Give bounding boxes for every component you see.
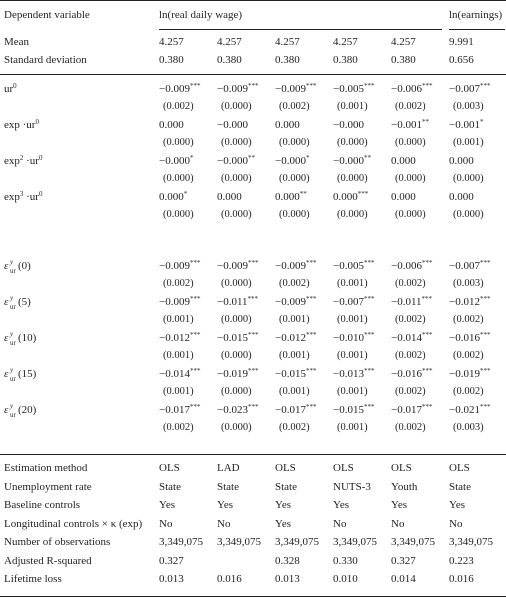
standard-error-cell: (0.002) bbox=[279, 278, 310, 289]
label-text: exp bbox=[4, 191, 20, 203]
footer-cell: Yes bbox=[449, 499, 466, 511]
footer-cell: OLS bbox=[449, 462, 470, 474]
row-label: Number of observations bbox=[4, 536, 111, 548]
elasticity-cell: −0.006*** bbox=[391, 259, 433, 272]
row-label bbox=[4, 257, 31, 275]
footer-cell: OLS bbox=[333, 462, 354, 474]
standard-error-cell: (0.002) bbox=[395, 422, 426, 433]
elasticity-row bbox=[0, 329, 506, 347]
standard-error-cell: (0.000) bbox=[395, 137, 426, 148]
elasticity-cell: −0.011*** bbox=[391, 295, 433, 308]
coefficient-cell: −0.001* bbox=[449, 118, 484, 131]
coefficient-cell: 0.000 bbox=[217, 191, 242, 203]
coefficient-cell: 0.000*** bbox=[333, 190, 369, 203]
significance-stars: *** bbox=[189, 331, 201, 339]
significance-stars: *** bbox=[247, 331, 259, 339]
footer-cell: Yes bbox=[275, 499, 292, 511]
coefficient-cell: −0.009*** bbox=[275, 82, 317, 95]
footer-cell: 3,349,075 bbox=[275, 536, 319, 548]
coefficient-cell: −0.007*** bbox=[449, 82, 491, 95]
standard-error-cell: (0.001) bbox=[337, 386, 368, 397]
value-cell: 4.257 bbox=[159, 36, 184, 48]
epsilon-base: ε bbox=[4, 260, 9, 272]
significance-stars: *** bbox=[479, 403, 491, 411]
elasticity-cell: −0.012*** bbox=[449, 295, 491, 308]
footer-cell: 3,349,075 bbox=[449, 536, 493, 548]
epsilon-superscript: y bbox=[10, 258, 14, 266]
elasticity-cell: −0.009*** bbox=[275, 259, 317, 272]
header-row bbox=[0, 6, 506, 24]
group-rule-wage bbox=[159, 29, 442, 30]
elasticity-cell: −0.009*** bbox=[217, 259, 259, 272]
coefficient-cell: 0.000* bbox=[159, 190, 188, 203]
significance-stars: * bbox=[183, 190, 188, 198]
footer-cell: 0.223 bbox=[449, 554, 474, 567]
epsilon-superscript: y bbox=[10, 330, 14, 338]
coefficient-cell: −0.000* bbox=[275, 154, 310, 167]
standard-error-cell: (0.001) bbox=[279, 314, 310, 325]
row-label bbox=[4, 188, 42, 206]
row-label bbox=[4, 329, 36, 347]
footer-cell: 0.330 bbox=[333, 554, 358, 567]
top-rule bbox=[0, 0, 506, 1]
label-superscript: 2 bbox=[19, 154, 24, 162]
standard-error-row bbox=[0, 98, 506, 116]
elasticity-cell: −0.010*** bbox=[333, 331, 375, 344]
footer-cell: State bbox=[275, 480, 297, 493]
standard-error-cell: (0.000) bbox=[163, 137, 194, 148]
footer-cell: 0.010 bbox=[333, 573, 358, 585]
standard-error-cell: (0.000) bbox=[221, 209, 252, 220]
footer-row bbox=[0, 478, 506, 496]
elasticity-cell: −0.017*** bbox=[275, 403, 317, 416]
coefficient-cell: 0.000 bbox=[391, 191, 416, 203]
standard-error-cell: (0.002) bbox=[163, 422, 194, 433]
footer-cell: No bbox=[449, 517, 463, 530]
significance-stars: ** bbox=[363, 154, 371, 162]
elasticity-argument: (0) bbox=[18, 260, 31, 272]
epsilon-superscript: y bbox=[10, 294, 14, 302]
row-label: Unemployment rate bbox=[4, 480, 92, 493]
value-cell: 0.380 bbox=[391, 54, 416, 66]
coefficient-cell: 0.000 bbox=[449, 191, 474, 203]
significance-stars: *** bbox=[363, 367, 375, 375]
significance-stars: ** bbox=[247, 154, 255, 162]
row-label: Mean bbox=[4, 36, 30, 48]
standard-error-cell: (0.000) bbox=[337, 209, 368, 220]
standard-error-cell: (0.002) bbox=[279, 101, 310, 112]
group-rule-earnings bbox=[449, 29, 505, 30]
significance-stars: *** bbox=[479, 295, 491, 303]
coefficient-row bbox=[0, 152, 506, 170]
footer-cell: OLS bbox=[391, 462, 412, 474]
epsilon-subscript: ur bbox=[10, 303, 16, 311]
footer-cell: Yes bbox=[159, 499, 176, 511]
epsilon-symbol bbox=[4, 365, 18, 383]
label-text: exp bbox=[4, 155, 20, 167]
elasticity-cell: −0.015*** bbox=[333, 403, 375, 416]
significance-stars: *** bbox=[479, 367, 491, 375]
standard-error-cell: (0.000) bbox=[221, 422, 252, 433]
footer-cell: State bbox=[449, 480, 471, 493]
label-text: ·ur bbox=[23, 191, 39, 203]
footer-row bbox=[0, 515, 506, 533]
epsilon-subscript: ur bbox=[10, 267, 16, 275]
label-text: exp ·ur bbox=[4, 119, 36, 131]
standard-error-cell: (0.001) bbox=[337, 422, 368, 433]
standard-error-cell: (0.000) bbox=[221, 278, 252, 289]
row-label bbox=[4, 152, 42, 170]
significance-stars: *** bbox=[363, 331, 375, 339]
standard-error-cell: (0.001) bbox=[163, 314, 194, 325]
footer-cell: 3,349,075 bbox=[391, 536, 435, 548]
standard-error-cell: (0.000) bbox=[221, 386, 252, 397]
footer-cell: 0.013 bbox=[159, 573, 184, 585]
standard-error-row bbox=[0, 206, 506, 224]
coefficient-cell: −0.009*** bbox=[217, 82, 259, 95]
footer-cell: 0.013 bbox=[275, 573, 300, 585]
significance-stars: *** bbox=[305, 82, 317, 90]
value-cell: 0.380 bbox=[333, 54, 358, 66]
group-header-wage: ln(real daily wage) bbox=[159, 9, 243, 21]
footer-cell: No bbox=[217, 517, 231, 530]
label-superscript: 0 bbox=[13, 82, 17, 90]
coefficient-cell: 0.000** bbox=[275, 190, 307, 203]
standard-error-cell: (0.001) bbox=[337, 101, 368, 112]
coefficient-cell: −0.009*** bbox=[159, 82, 201, 95]
epsilon-base: ε bbox=[4, 404, 9, 416]
standard-error-cell: (0.000) bbox=[453, 173, 484, 184]
standard-error-cell: (0.003) bbox=[453, 101, 484, 112]
dependent-variable-label: Dependent variable bbox=[4, 9, 90, 21]
epsilon-subscript: ur bbox=[10, 411, 16, 419]
significance-stars: *** bbox=[189, 82, 201, 90]
coefficient-cell: 0.000 bbox=[391, 155, 416, 167]
footer-cell: 0.328 bbox=[275, 554, 300, 567]
epsilon-base: ε bbox=[4, 368, 9, 380]
coefficient-row bbox=[0, 116, 506, 134]
standard-error-cell: (0.000) bbox=[279, 137, 310, 148]
elasticity-argument: (10) bbox=[18, 332, 37, 344]
significance-stars: *** bbox=[305, 259, 317, 267]
footer-row bbox=[0, 533, 506, 551]
significance-stars: * bbox=[305, 154, 310, 162]
coefficient-cell: −0.000 bbox=[217, 119, 248, 131]
standard-error-cell: (0.000) bbox=[163, 173, 194, 184]
coefficient-cell: −0.005*** bbox=[333, 82, 375, 95]
significance-stars: ** bbox=[421, 118, 429, 126]
standard-error-cell: (0.000) bbox=[221, 173, 252, 184]
standard-error-cell: (0.002) bbox=[395, 278, 426, 289]
footer-cell: LAD bbox=[217, 462, 240, 474]
significance-stars: *** bbox=[421, 331, 433, 339]
standard-error-cell: (0.001) bbox=[163, 350, 194, 361]
elasticity-cell: −0.015*** bbox=[275, 367, 317, 380]
coefficient-cell: 0.000 bbox=[159, 119, 184, 131]
standard-error-cell: (0.002) bbox=[453, 350, 484, 361]
elasticity-row bbox=[0, 365, 506, 383]
value-cell: 9.991 bbox=[449, 36, 474, 48]
value-cell: 4.257 bbox=[275, 36, 300, 48]
epsilon-base: ε bbox=[4, 332, 9, 344]
elasticity-cell: −0.017*** bbox=[159, 403, 201, 416]
elasticity-cell: −0.012*** bbox=[159, 331, 201, 344]
footer-row bbox=[0, 570, 506, 588]
label-text: ·ur bbox=[23, 155, 39, 167]
coefficient-row bbox=[0, 80, 506, 98]
footer-cell: 0.327 bbox=[391, 554, 416, 567]
elasticity-cell: −0.017*** bbox=[391, 403, 433, 416]
elasticity-cell: −0.023*** bbox=[217, 403, 259, 416]
elasticity-argument: (20) bbox=[18, 404, 37, 416]
elasticity-cell: −0.009*** bbox=[159, 259, 201, 272]
standard-error-cell: (0.000) bbox=[395, 173, 426, 184]
elasticity-cell: −0.021*** bbox=[449, 403, 491, 416]
value-cell: 4.257 bbox=[333, 36, 358, 48]
coefficient-cell: −0.001** bbox=[391, 118, 429, 131]
elasticity-cell: −0.009*** bbox=[275, 295, 317, 308]
footer-cell: OLS bbox=[159, 462, 180, 474]
epsilon-symbol bbox=[4, 293, 18, 311]
significance-stars: *** bbox=[247, 259, 259, 267]
value-cell: 0.380 bbox=[217, 54, 242, 66]
row-label: Standard deviation bbox=[4, 54, 87, 66]
summary-row bbox=[0, 33, 506, 51]
standard-error-cell: (0.000) bbox=[395, 209, 426, 220]
elasticity-cell: −0.005*** bbox=[333, 259, 375, 272]
standard-error-cell: (0.001) bbox=[337, 350, 368, 361]
row-label bbox=[4, 401, 36, 419]
footer-rule bbox=[0, 454, 506, 455]
row-label: Estimation method bbox=[4, 462, 88, 474]
standard-error-cell: (0.003) bbox=[453, 278, 484, 289]
significance-stars: * bbox=[189, 154, 194, 162]
group-header-earnings: ln(earnings) bbox=[449, 9, 503, 21]
significance-stars: *** bbox=[247, 82, 259, 90]
value-cell: 4.257 bbox=[217, 36, 242, 48]
footer-cell: Yes bbox=[333, 499, 350, 511]
standard-error-row bbox=[0, 347, 506, 365]
row-label bbox=[4, 293, 31, 311]
standard-error-row bbox=[0, 383, 506, 401]
footer-cell: 0.014 bbox=[391, 573, 416, 585]
row-label bbox=[4, 80, 17, 98]
coefficient-cell: 0.000 bbox=[275, 119, 300, 131]
footer-cell: 0.016 bbox=[217, 573, 242, 585]
significance-stars: *** bbox=[357, 190, 369, 198]
elasticity-cell: −0.014*** bbox=[159, 367, 201, 380]
footer-cell: No bbox=[159, 517, 173, 530]
standard-error-cell: (0.001) bbox=[453, 137, 484, 148]
coefficient-cell: −0.006*** bbox=[391, 82, 433, 95]
standard-error-cell: (0.002) bbox=[395, 386, 426, 397]
value-cell: 0.656 bbox=[449, 54, 474, 66]
coefficient-cell: −0.000** bbox=[217, 154, 255, 167]
standard-error-cell: (0.002) bbox=[453, 314, 484, 325]
summary-row bbox=[0, 51, 506, 69]
footer-cell: 3,349,075 bbox=[217, 536, 261, 548]
standard-error-cell: (0.000) bbox=[221, 101, 252, 112]
standard-error-row bbox=[0, 311, 506, 329]
footer-cell: OLS bbox=[275, 462, 296, 474]
standard-error-cell: (0.000) bbox=[221, 314, 252, 325]
elasticity-cell: −0.015*** bbox=[217, 331, 259, 344]
significance-stars: *** bbox=[363, 259, 375, 267]
elasticity-cell: −0.019*** bbox=[217, 367, 259, 380]
label-superscript: 0 bbox=[38, 190, 43, 198]
standard-error-cell: (0.002) bbox=[395, 314, 426, 325]
elasticity-cell: −0.013*** bbox=[333, 367, 375, 380]
significance-stars: *** bbox=[363, 82, 375, 90]
epsilon-symbol bbox=[4, 401, 18, 419]
elasticity-cell: −0.016*** bbox=[391, 367, 433, 380]
significance-stars: *** bbox=[479, 331, 491, 339]
epsilon-subscript: ur bbox=[10, 375, 16, 383]
footer-row bbox=[0, 459, 506, 477]
significance-stars: *** bbox=[247, 403, 259, 411]
epsilon-superscript: y bbox=[10, 366, 14, 374]
footer-cell: Yes bbox=[275, 517, 292, 530]
significance-stars: *** bbox=[189, 295, 201, 303]
footer-row bbox=[0, 496, 506, 514]
significance-stars: *** bbox=[421, 82, 433, 90]
footer-cell: No bbox=[333, 517, 347, 530]
footer-cell: 3,349,075 bbox=[333, 536, 377, 548]
elasticity-cell: −0.011*** bbox=[217, 295, 259, 308]
coefficient-row bbox=[0, 188, 506, 206]
significance-stars: *** bbox=[189, 367, 201, 375]
coefficient-cell: −0.000** bbox=[333, 154, 371, 167]
standard-error-cell: (0.000) bbox=[337, 137, 368, 148]
value-cell: 0.380 bbox=[275, 54, 300, 66]
coefficient-cell: −0.000 bbox=[333, 119, 364, 131]
standard-error-cell: (0.000) bbox=[221, 350, 252, 361]
elasticity-cell: −0.009*** bbox=[159, 295, 201, 308]
coefficient-cell: −0.000* bbox=[159, 154, 194, 167]
value-cell: 4.257 bbox=[391, 36, 416, 48]
standard-error-cell: (0.001) bbox=[337, 278, 368, 289]
epsilon-symbol bbox=[4, 257, 18, 275]
significance-stars: *** bbox=[363, 295, 375, 303]
standard-error-cell: (0.002) bbox=[279, 422, 310, 433]
standard-error-cell: (0.002) bbox=[453, 386, 484, 397]
standard-error-cell: (0.000) bbox=[221, 137, 252, 148]
standard-error-cell: (0.002) bbox=[395, 101, 426, 112]
significance-stars: *** bbox=[305, 295, 317, 303]
standard-error-cell: (0.002) bbox=[395, 350, 426, 361]
standard-error-cell: (0.002) bbox=[163, 278, 194, 289]
standard-error-cell: (0.000) bbox=[337, 173, 368, 184]
epsilon-symbol bbox=[4, 329, 18, 347]
footer-row bbox=[0, 552, 506, 570]
label-superscript: 0 bbox=[35, 118, 39, 126]
footer-cell: 0.016 bbox=[449, 573, 474, 585]
standard-error-cell: (0.001) bbox=[337, 314, 368, 325]
epsilon-superscript: y bbox=[10, 402, 14, 410]
significance-stars: *** bbox=[247, 367, 259, 375]
elasticity-row bbox=[0, 257, 506, 275]
significance-stars: *** bbox=[305, 403, 317, 411]
elasticity-cell: −0.007*** bbox=[449, 259, 491, 272]
significance-stars: *** bbox=[421, 367, 433, 375]
elasticity-cell: −0.016*** bbox=[449, 331, 491, 344]
label-superscript: 0 bbox=[38, 154, 43, 162]
footer-cell: Yes bbox=[217, 499, 234, 511]
elasticity-row bbox=[0, 293, 506, 311]
standard-error-row bbox=[0, 170, 506, 188]
label-text: ur bbox=[4, 83, 14, 95]
significance-stars: *** bbox=[421, 259, 433, 267]
significance-stars: *** bbox=[479, 259, 491, 267]
standard-error-row bbox=[0, 134, 506, 152]
row-label: Adjusted R-squared bbox=[4, 554, 92, 567]
standard-error-cell: (0.001) bbox=[163, 386, 194, 397]
standard-error-cell: (0.000) bbox=[279, 209, 310, 220]
header-bottom-rule bbox=[0, 74, 506, 75]
significance-stars: *** bbox=[363, 403, 375, 411]
standard-error-cell: (0.001) bbox=[279, 386, 310, 397]
footer-cell: NUTS-3 bbox=[333, 480, 371, 493]
bottom-rule bbox=[0, 596, 506, 597]
row-label: Longitudinal controls × κ (exp) bbox=[4, 517, 143, 530]
significance-stars: *** bbox=[421, 295, 433, 303]
coefficient-cell: 0.000 bbox=[449, 155, 474, 167]
significance-stars: ** bbox=[299, 190, 307, 198]
elasticity-cell: −0.012*** bbox=[275, 331, 317, 344]
significance-stars: *** bbox=[189, 403, 201, 411]
footer-cell: 3,349,075 bbox=[159, 536, 203, 548]
standard-error-cell: (0.000) bbox=[163, 209, 194, 220]
significance-stars: *** bbox=[479, 82, 491, 90]
significance-stars: *** bbox=[247, 295, 259, 303]
significance-stars: *** bbox=[421, 403, 433, 411]
standard-error-cell: (0.000) bbox=[453, 209, 484, 220]
elasticity-cell: −0.014*** bbox=[391, 331, 433, 344]
standard-error-cell: (0.001) bbox=[279, 350, 310, 361]
standard-error-row bbox=[0, 419, 506, 437]
row-label: Baseline controls bbox=[4, 499, 81, 511]
epsilon-subscript: ur bbox=[10, 339, 16, 347]
elasticity-argument: (5) bbox=[18, 296, 31, 308]
footer-cell: 0.327 bbox=[159, 554, 184, 567]
label-superscript: 3 bbox=[19, 190, 24, 198]
footer-cell: Youth bbox=[391, 480, 418, 493]
elasticity-row bbox=[0, 401, 506, 419]
row-label bbox=[4, 365, 36, 383]
elasticity-cell: −0.019*** bbox=[449, 367, 491, 380]
significance-stars: *** bbox=[305, 367, 317, 375]
row-label: Lifetime loss bbox=[4, 573, 62, 585]
standard-error-row bbox=[0, 275, 506, 293]
standard-error-cell: (0.000) bbox=[279, 173, 310, 184]
footer-cell: State bbox=[217, 480, 239, 493]
significance-stars: *** bbox=[305, 331, 317, 339]
epsilon-base: ε bbox=[4, 296, 9, 308]
elasticity-cell: −0.007*** bbox=[333, 295, 375, 308]
significance-stars: *** bbox=[189, 259, 201, 267]
standard-error-cell: (0.002) bbox=[163, 101, 194, 112]
row-label bbox=[4, 116, 39, 134]
footer-cell: No bbox=[391, 517, 405, 530]
standard-error-cell: (0.003) bbox=[453, 422, 484, 433]
footer-cell: State bbox=[159, 480, 181, 493]
elasticity-argument: (15) bbox=[18, 368, 37, 380]
significance-stars: * bbox=[479, 118, 484, 126]
footer-cell: Yes bbox=[391, 499, 408, 511]
value-cell: 0.380 bbox=[159, 54, 184, 66]
